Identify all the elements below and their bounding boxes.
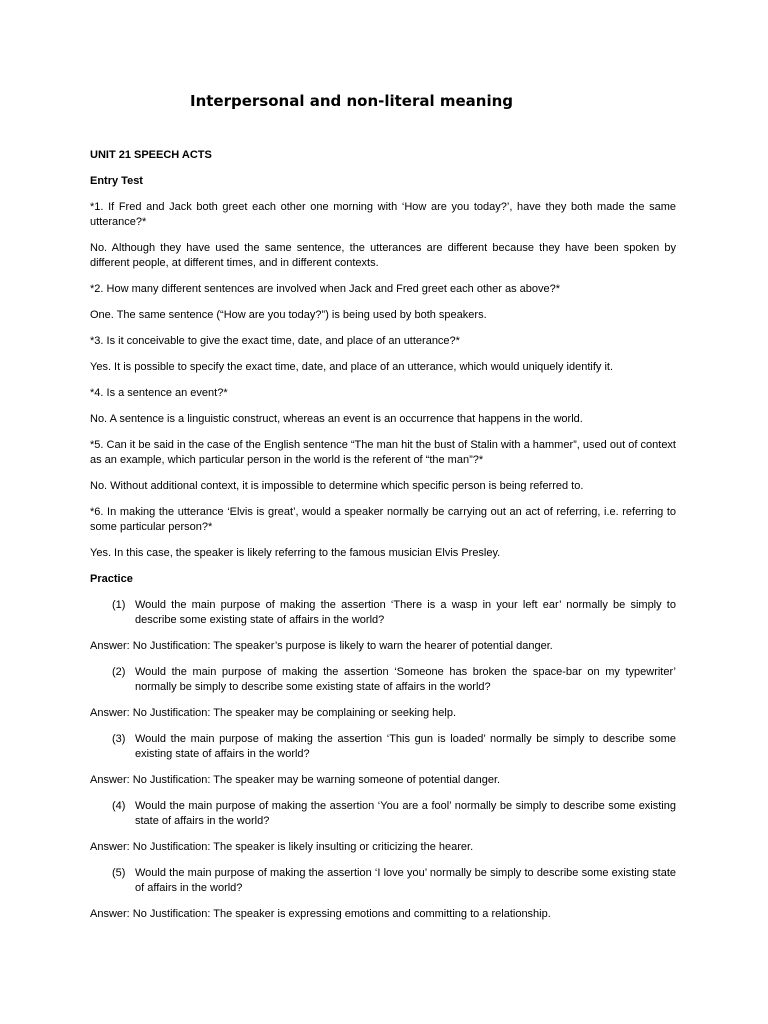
practice-answer-1: Answer: No Justification: The speaker’s purpose is likely to warn the hearer of potential danger. xyxy=(90,640,553,652)
practice-item-2 xyxy=(90,665,676,695)
practice-question-3: Would the main purpose of making the assertion ‘This gun is loaded’ normally be simply to describe some existing state of affairs in the world? xyxy=(135,733,676,760)
entry-answer-5: No. Without additional context, it is impossible to determine which specific person is being referred to. xyxy=(90,480,584,492)
practice-heading: Practice xyxy=(90,573,133,585)
document-title: Interpersonal and non-literal meaning xyxy=(190,92,514,110)
practice-answer-5: Answer: No Justification: The speaker is expressing emotions and committing to a relationship. xyxy=(90,908,551,920)
entry-question-4: *4. Is a sentence an event?* xyxy=(90,387,228,399)
entry-answer-3: Yes. It is possible to specify the exact time, date, and place of an utterance, which would uniquely identify it. xyxy=(90,361,614,373)
practice-question-5: Would the main purpose of making the assertion ‘I love you’ normally be simply to describe some existing state of affairs in the world? xyxy=(135,867,676,894)
practice-item-3 xyxy=(90,732,676,762)
document-body xyxy=(90,148,676,933)
practice-number-3: (3) xyxy=(112,733,126,745)
practice-question-2: Would the main purpose of making the assertion ‘Someone has broken the space-bar on my typewriter’ normally be simply to describe some existing state of affairs in the world? xyxy=(135,666,676,693)
practice-item-5 xyxy=(90,866,676,896)
practice-number-5: (5) xyxy=(112,867,126,879)
practice-number-2: (2) xyxy=(112,666,126,678)
practice-section xyxy=(90,598,676,922)
entry-answer-1: No. Although they have used the same sentence, the utterances are different because they have been spoken by different people, at different times, and in different contexts. xyxy=(90,242,676,269)
unit-heading: UNIT 21 SPEECH ACTS xyxy=(90,149,212,161)
entry-answer-4: No. A sentence is a linguistic construct, whereas an event is an occurrence that happens in the world. xyxy=(90,413,583,425)
entry-test-heading: Entry Test xyxy=(90,175,143,187)
practice-answer-4: Answer: No Justification: The speaker is likely insulting or criticizing the hearer. xyxy=(90,841,474,853)
entry-test-section xyxy=(90,200,676,561)
entry-question-2: *2. How many different sentences are involved when Jack and Fred greet each other as above?* xyxy=(90,283,561,295)
practice-item-4 xyxy=(90,799,676,829)
entry-question-1: *1. If Fred and Jack both greet each other one morning with ‘How are you today?’, have they both made the same utterance?* xyxy=(90,201,676,228)
entry-question-6: *6. In making the utterance ‘Elvis is great’, would a speaker normally be carrying out an act of referring, i.e. referring to some particular person?* xyxy=(90,506,676,533)
practice-question-1: Would the main purpose of making the assertion ‘There is a wasp in your left ear’ normally be simply to describe some existing state of affairs in the world? xyxy=(135,599,676,626)
entry-answer-6: Yes. In this case, the speaker is likely referring to the famous musician Elvis Presley. xyxy=(90,547,501,559)
entry-question-3: *3. Is it conceivable to give the exact time, date, and place of an utterance?* xyxy=(90,335,460,347)
practice-question-4: Would the main purpose of making the assertion ‘You are a fool’ normally be simply to describe some existing state of affairs in the world? xyxy=(135,800,676,827)
practice-answer-3: Answer: No Justification: The speaker may be warning someone of potential danger. xyxy=(90,774,501,786)
practice-number-4: (4) xyxy=(112,800,126,812)
practice-number-1: (1) xyxy=(112,599,126,611)
practice-item-1 xyxy=(90,598,676,628)
practice-answer-2: Answer: No Justification: The speaker may be complaining or seeking help. xyxy=(90,707,457,719)
entry-answer-2: One. The same sentence (“How are you today?”) is being used by both speakers. xyxy=(90,309,487,321)
entry-question-5: *5. Can it be said in the case of the English sentence “The man hit the bust of Stalin with a hammer”, used out of context as an example, which particular person in the world is the referent of “the man”?* xyxy=(90,439,676,466)
